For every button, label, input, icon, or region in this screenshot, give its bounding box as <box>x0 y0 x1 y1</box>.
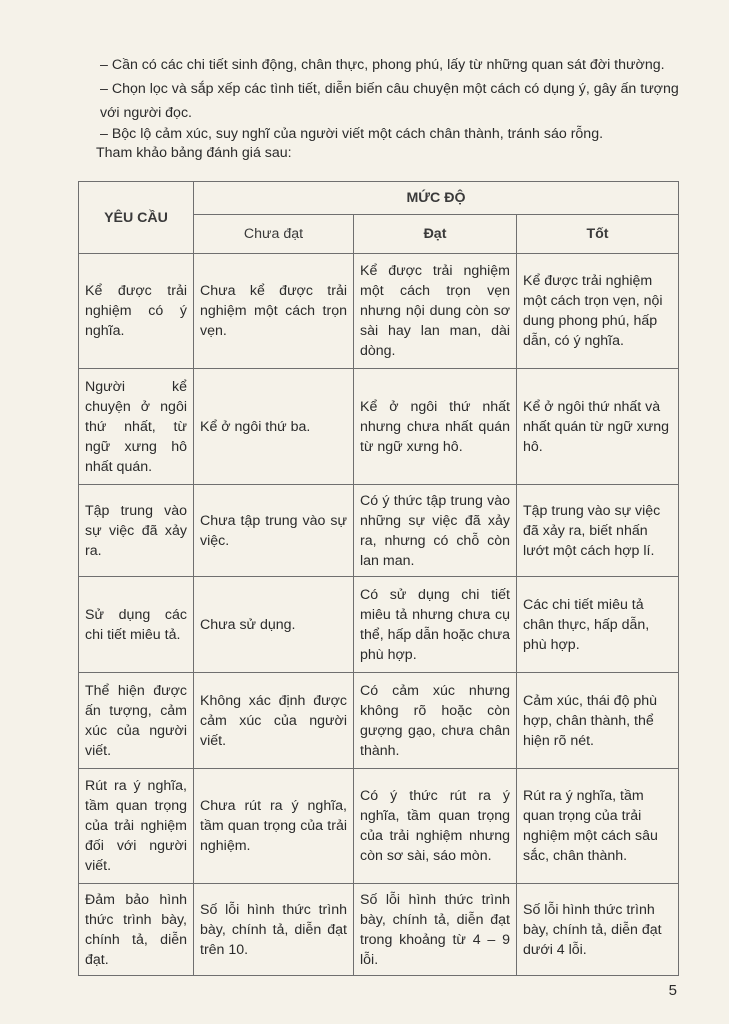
table-row <box>79 769 679 884</box>
header-good: Tốt <box>517 215 679 254</box>
page-number: 5 <box>668 982 677 999</box>
bullet-details: – Cần có các chi tiết sinh động, chân thực, phong phú, lấy từ những quan sát đời thường. <box>100 57 665 73</box>
cell-good: Các chi tiết miêu tả chân thực, hấp dẫn, phù hợp. <box>517 577 679 673</box>
cell-requirement: Sử dụng các chi tiết miêu tả. <box>79 577 194 673</box>
cell-not-met: Chưa tập trung vào sự việc. <box>194 485 354 577</box>
header-level: MỨC ĐỘ <box>194 182 679 215</box>
cell-met: Số lỗi hình thức trình bày, chính tả, diễn đạt trong khoảng từ 4 – 9 lỗi. <box>354 884 517 976</box>
cell-requirement: Người kể chuyện ở ngôi thứ nhất, từ ngữ xưng hô nhất quán. <box>79 369 194 485</box>
cell-requirement: Kể được trải nghiệm có ý nghĩa. <box>79 254 194 369</box>
cell-not-met: Chưa sử dụng. <box>194 577 354 673</box>
table-intro: Tham khảo bảng đánh giá sau: <box>96 145 292 161</box>
cell-met: Có sử dụng chi tiết miêu tả nhưng chưa cụ thể, hấp dẫn hoặc chưa phù hợp. <box>354 577 517 673</box>
cell-good: Kể ở ngôi thứ nhất và nhất quán từ ngữ xưng hô. <box>517 369 679 485</box>
header-not-met: Chưa đạt <box>194 215 354 254</box>
bullet-arrangement: – Chọn lọc và sắp xếp các tình tiết, diễn biến câu chuyện một cách có dụng ý, gây ấn tượng với người đọc. <box>100 81 679 121</box>
cell-met: Có ý thức tập trung vào những sự việc đã xảy ra, nhưng có chỗ còn lan man. <box>354 485 517 577</box>
table-row <box>79 673 679 769</box>
bullet-emotion: – Bộc lộ cảm xúc, suy nghĩ của người viết một cách chân thành, tránh sáo rỗng. <box>100 126 604 142</box>
table-row <box>79 577 679 673</box>
cell-good: Rút ra ý nghĩa, tầm quan trọng của trải nghiệm một cách sâu sắc, chân thành. <box>517 769 679 884</box>
cell-not-met: Chưa kể được trải nghiệm một cách trọn vẹn. <box>194 254 354 369</box>
cell-met: Có ý thức rút ra ý nghĩa, tầm quan trọng của trải nghiệm nhưng còn sơ sài, sáo mòn. <box>354 769 517 884</box>
cell-not-met: Số lỗi hình thức trình bày, chính tả, diễn đạt trên 10. <box>194 884 354 976</box>
cell-met: Kể ở ngôi thứ nhất nhưng chưa nhất quán từ ngữ xưng hô. <box>354 369 517 485</box>
cell-requirement: Thể hiện được ấn tượng, cảm xúc của người viết. <box>79 673 194 769</box>
cell-requirement: Rút ra ý nghĩa, tầm quan trọng của trải nghiệm đối với người viết. <box>79 769 194 884</box>
evaluation-table <box>78 181 679 976</box>
cell-good: Số lỗi hình thức trình bày, chính tả, diễn đạt dưới 4 lỗi. <box>517 884 679 976</box>
table-row <box>79 884 679 976</box>
header-met: Đạt <box>354 215 517 254</box>
table-row <box>79 369 679 485</box>
cell-not-met: Kể ở ngôi thứ ba. <box>194 369 354 485</box>
cell-met: Có cảm xúc nhưng không rõ hoặc còn gượng gạo, chưa chân thành. <box>354 673 517 769</box>
cell-good: Tập trung vào sự việc đã xảy ra, biết nhấn lướt một cách hợp lí. <box>517 485 679 577</box>
cell-not-met: Không xác định được cảm xúc của người viết. <box>194 673 354 769</box>
table-row <box>79 254 679 369</box>
cell-good: Kể được trải nghiệm một cách trọn vẹn, nội dung phong phú, hấp dẫn, có ý nghĩa. <box>517 254 679 369</box>
header-requirement: YÊU CẦU <box>79 182 194 254</box>
cell-good: Cảm xúc, thái độ phù hợp, chân thành, thể hiện rõ nét. <box>517 673 679 769</box>
header-row-top <box>79 182 679 215</box>
cell-requirement: Đảm bảo hình thức trình bày, chính tả, diễn đạt. <box>79 884 194 976</box>
cell-not-met: Chưa rút ra ý nghĩa, tầm quan trọng của trải nghiệm. <box>194 769 354 884</box>
cell-met: Kể được trải nghiệm một cách trọn vẹn nhưng nội dung còn sơ sài hay lan man, dài dòng. <box>354 254 517 369</box>
cell-requirement: Tập trung vào sự việc đã xảy ra. <box>79 485 194 577</box>
table-row <box>79 485 679 577</box>
